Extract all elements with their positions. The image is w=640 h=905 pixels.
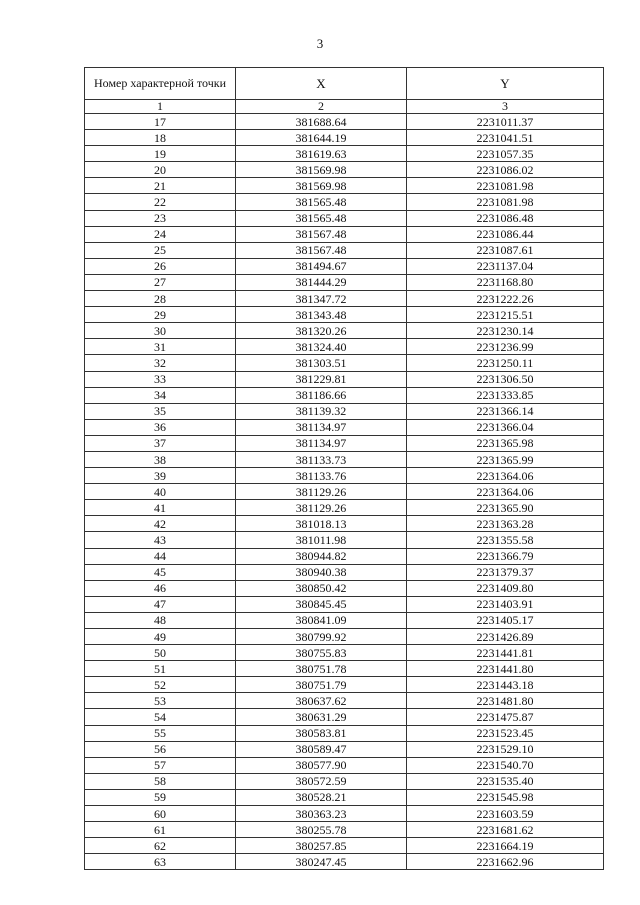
point-number-cell: 41 xyxy=(85,500,236,516)
table-row xyxy=(85,580,604,596)
table-row xyxy=(85,741,604,757)
table-row xyxy=(85,130,604,146)
table-row xyxy=(85,661,604,677)
x-coordinate-cell: 380751.78 xyxy=(236,661,407,677)
x-coordinate-cell: 381494.67 xyxy=(236,258,407,274)
y-coordinate-cell: 2231306.50 xyxy=(407,371,604,387)
y-coordinate-cell: 2231230.14 xyxy=(407,323,604,339)
y-coordinate-cell: 2231535.40 xyxy=(407,773,604,789)
table-row xyxy=(85,242,604,258)
table-row xyxy=(85,451,604,467)
table-row xyxy=(85,516,604,532)
y-coordinate-cell: 2231250.11 xyxy=(407,355,604,371)
table-row xyxy=(85,339,604,355)
header-y: Y xyxy=(407,68,604,100)
point-number-cell: 20 xyxy=(85,162,236,178)
y-coordinate-cell: 2231529.10 xyxy=(407,741,604,757)
table-body xyxy=(85,114,604,870)
header-point-number: Номер характерной точки xyxy=(85,68,236,100)
x-coordinate-cell: 381324.40 xyxy=(236,339,407,355)
point-number-cell: 49 xyxy=(85,629,236,645)
x-coordinate-cell: 380845.45 xyxy=(236,596,407,612)
x-coordinate-cell: 380572.59 xyxy=(236,773,407,789)
y-coordinate-cell: 2231523.45 xyxy=(407,725,604,741)
x-coordinate-cell: 381567.48 xyxy=(236,242,407,258)
x-coordinate-cell: 380799.92 xyxy=(236,629,407,645)
point-number-cell: 61 xyxy=(85,822,236,838)
x-coordinate-cell: 381134.97 xyxy=(236,419,407,435)
table-row xyxy=(85,854,604,870)
x-coordinate-cell: 380850.42 xyxy=(236,580,407,596)
x-coordinate-cell: 381129.26 xyxy=(236,500,407,516)
table-row xyxy=(85,274,604,290)
point-number-cell: 28 xyxy=(85,291,236,307)
y-coordinate-cell: 2231545.98 xyxy=(407,789,604,805)
table-row xyxy=(85,403,604,419)
x-coordinate-cell: 381129.26 xyxy=(236,484,407,500)
coordinates-table xyxy=(84,67,604,870)
y-coordinate-cell: 2231664.19 xyxy=(407,838,604,854)
point-number-cell: 63 xyxy=(85,854,236,870)
table-row xyxy=(85,194,604,210)
x-coordinate-cell: 380637.62 xyxy=(236,693,407,709)
table-row xyxy=(85,371,604,387)
y-coordinate-cell: 2231603.59 xyxy=(407,806,604,822)
table-row xyxy=(85,532,604,548)
table-row xyxy=(85,291,604,307)
y-coordinate-cell: 2231236.99 xyxy=(407,339,604,355)
y-coordinate-cell: 2231409.80 xyxy=(407,580,604,596)
x-coordinate-cell: 380363.23 xyxy=(236,806,407,822)
table-row xyxy=(85,596,604,612)
point-number-cell: 25 xyxy=(85,242,236,258)
y-coordinate-cell: 2231365.98 xyxy=(407,435,604,451)
table-row xyxy=(85,323,604,339)
table-row xyxy=(85,468,604,484)
point-number-cell: 31 xyxy=(85,339,236,355)
x-coordinate-cell: 381133.73 xyxy=(236,451,407,467)
point-number-cell: 26 xyxy=(85,258,236,274)
y-coordinate-cell: 2231662.96 xyxy=(407,854,604,870)
x-coordinate-cell: 380631.29 xyxy=(236,709,407,725)
point-number-cell: 30 xyxy=(85,323,236,339)
table-row xyxy=(85,500,604,516)
point-number-cell: 45 xyxy=(85,564,236,580)
page-number: 3 xyxy=(316,36,324,51)
x-coordinate-cell: 380583.81 xyxy=(236,725,407,741)
y-coordinate-cell: 2231681.62 xyxy=(407,822,604,838)
point-number-cell: 37 xyxy=(85,435,236,451)
point-number-cell: 44 xyxy=(85,548,236,564)
y-coordinate-cell: 2231137.04 xyxy=(407,258,604,274)
y-coordinate-cell: 2231403.91 xyxy=(407,596,604,612)
x-coordinate-cell: 380755.83 xyxy=(236,645,407,661)
table-row xyxy=(85,258,604,274)
x-coordinate-cell: 381186.66 xyxy=(236,387,407,403)
point-number-cell: 51 xyxy=(85,661,236,677)
point-number-cell: 59 xyxy=(85,789,236,805)
column-number-1: 1 xyxy=(85,100,236,114)
x-coordinate-cell: 381619.63 xyxy=(236,146,407,162)
table-row xyxy=(85,677,604,693)
point-number-cell: 48 xyxy=(85,612,236,628)
point-number-cell: 22 xyxy=(85,194,236,210)
point-number-cell: 60 xyxy=(85,806,236,822)
x-coordinate-cell: 381320.26 xyxy=(236,323,407,339)
table-row xyxy=(85,419,604,435)
y-coordinate-cell: 2231379.37 xyxy=(407,564,604,580)
y-coordinate-cell: 2231441.81 xyxy=(407,645,604,661)
table-row xyxy=(85,210,604,226)
x-coordinate-cell: 380247.45 xyxy=(236,854,407,870)
table-row xyxy=(85,629,604,645)
y-coordinate-cell: 2231086.48 xyxy=(407,210,604,226)
table-row xyxy=(85,838,604,854)
x-coordinate-cell: 381444.29 xyxy=(236,274,407,290)
table-row xyxy=(85,693,604,709)
y-coordinate-cell: 2231168.80 xyxy=(407,274,604,290)
y-coordinate-cell: 2231540.70 xyxy=(407,757,604,773)
point-number-cell: 38 xyxy=(85,451,236,467)
y-coordinate-cell: 2231405.17 xyxy=(407,612,604,628)
point-number-cell: 24 xyxy=(85,226,236,242)
y-coordinate-cell: 2231041.51 xyxy=(407,130,604,146)
table-row xyxy=(85,548,604,564)
point-number-cell: 32 xyxy=(85,355,236,371)
y-coordinate-cell: 2231081.98 xyxy=(407,178,604,194)
column-number-2: 2 xyxy=(236,100,407,114)
point-number-cell: 40 xyxy=(85,484,236,500)
point-number-cell: 33 xyxy=(85,371,236,387)
column-number-3: 3 xyxy=(407,100,604,114)
x-coordinate-cell: 380589.47 xyxy=(236,741,407,757)
table-row xyxy=(85,435,604,451)
y-coordinate-cell: 2231222.26 xyxy=(407,291,604,307)
x-coordinate-cell: 380257.85 xyxy=(236,838,407,854)
x-coordinate-cell: 381569.98 xyxy=(236,162,407,178)
table-row xyxy=(85,307,604,323)
y-coordinate-cell: 2231443.18 xyxy=(407,677,604,693)
table-header-row xyxy=(85,68,604,100)
point-number-cell: 27 xyxy=(85,274,236,290)
point-number-cell: 57 xyxy=(85,757,236,773)
table-row xyxy=(85,645,604,661)
y-coordinate-cell: 2231081.98 xyxy=(407,194,604,210)
table-row xyxy=(85,146,604,162)
header-x: X xyxy=(236,68,407,100)
column-number-row xyxy=(85,100,604,114)
x-coordinate-cell: 380841.09 xyxy=(236,612,407,628)
y-coordinate-cell: 2231366.14 xyxy=(407,403,604,419)
point-number-cell: 56 xyxy=(85,741,236,757)
table-row xyxy=(85,162,604,178)
y-coordinate-cell: 2231011.37 xyxy=(407,114,604,130)
y-coordinate-cell: 2231365.90 xyxy=(407,500,604,516)
point-number-cell: 47 xyxy=(85,596,236,612)
table-row xyxy=(85,789,604,805)
point-number-cell: 53 xyxy=(85,693,236,709)
y-coordinate-cell: 2231363.28 xyxy=(407,516,604,532)
x-coordinate-cell: 381565.48 xyxy=(236,194,407,210)
x-coordinate-cell: 381347.72 xyxy=(236,291,407,307)
table-row xyxy=(85,757,604,773)
point-number-cell: 58 xyxy=(85,773,236,789)
point-number-cell: 43 xyxy=(85,532,236,548)
x-coordinate-cell: 380528.21 xyxy=(236,789,407,805)
point-number-cell: 18 xyxy=(85,130,236,146)
x-coordinate-cell: 381229.81 xyxy=(236,371,407,387)
point-number-cell: 21 xyxy=(85,178,236,194)
y-coordinate-cell: 2231481.80 xyxy=(407,693,604,709)
table-row xyxy=(85,822,604,838)
y-coordinate-cell: 2231057.35 xyxy=(407,146,604,162)
y-coordinate-cell: 2231086.02 xyxy=(407,162,604,178)
point-number-cell: 23 xyxy=(85,210,236,226)
table-row xyxy=(85,806,604,822)
point-number-cell: 52 xyxy=(85,677,236,693)
x-coordinate-cell: 381133.76 xyxy=(236,468,407,484)
x-coordinate-cell: 381139.32 xyxy=(236,403,407,419)
y-coordinate-cell: 2231087.61 xyxy=(407,242,604,258)
y-coordinate-cell: 2231426.89 xyxy=(407,629,604,645)
y-coordinate-cell: 2231365.99 xyxy=(407,451,604,467)
x-coordinate-cell: 380255.78 xyxy=(236,822,407,838)
y-coordinate-cell: 2231366.79 xyxy=(407,548,604,564)
x-coordinate-cell: 381688.64 xyxy=(236,114,407,130)
point-number-cell: 35 xyxy=(85,403,236,419)
table-row xyxy=(85,387,604,403)
table-row xyxy=(85,355,604,371)
table-row xyxy=(85,709,604,725)
point-number-cell: 29 xyxy=(85,307,236,323)
x-coordinate-cell: 380577.90 xyxy=(236,757,407,773)
y-coordinate-cell: 2231475.87 xyxy=(407,709,604,725)
y-coordinate-cell: 2231086.44 xyxy=(407,226,604,242)
y-coordinate-cell: 2231355.58 xyxy=(407,532,604,548)
x-coordinate-cell: 381343.48 xyxy=(236,307,407,323)
x-coordinate-cell: 380944.82 xyxy=(236,548,407,564)
y-coordinate-cell: 2231364.06 xyxy=(407,484,604,500)
point-number-cell: 42 xyxy=(85,516,236,532)
x-coordinate-cell: 381134.97 xyxy=(236,435,407,451)
point-number-cell: 17 xyxy=(85,114,236,130)
point-number-cell: 36 xyxy=(85,419,236,435)
point-number-cell: 54 xyxy=(85,709,236,725)
y-coordinate-cell: 2231215.51 xyxy=(407,307,604,323)
x-coordinate-cell: 381569.98 xyxy=(236,178,407,194)
x-coordinate-cell: 381018.13 xyxy=(236,516,407,532)
x-coordinate-cell: 380751.79 xyxy=(236,677,407,693)
y-coordinate-cell: 2231333.85 xyxy=(407,387,604,403)
point-number-cell: 34 xyxy=(85,387,236,403)
table-row xyxy=(85,178,604,194)
x-coordinate-cell: 381011.98 xyxy=(236,532,407,548)
table-row xyxy=(85,612,604,628)
point-number-cell: 62 xyxy=(85,838,236,854)
y-coordinate-cell: 2231366.04 xyxy=(407,419,604,435)
x-coordinate-cell: 380940.38 xyxy=(236,564,407,580)
point-number-cell: 55 xyxy=(85,725,236,741)
x-coordinate-cell: 381644.19 xyxy=(236,130,407,146)
point-number-cell: 50 xyxy=(85,645,236,661)
table-row xyxy=(85,114,604,130)
y-coordinate-cell: 2231441.80 xyxy=(407,661,604,677)
table-row xyxy=(85,773,604,789)
table-row xyxy=(85,564,604,580)
point-number-cell: 46 xyxy=(85,580,236,596)
y-coordinate-cell: 2231364.06 xyxy=(407,468,604,484)
table-row xyxy=(85,725,604,741)
x-coordinate-cell: 381567.48 xyxy=(236,226,407,242)
x-coordinate-cell: 381303.51 xyxy=(236,355,407,371)
table-row xyxy=(85,484,604,500)
table-row xyxy=(85,226,604,242)
x-coordinate-cell: 381565.48 xyxy=(236,210,407,226)
point-number-cell: 19 xyxy=(85,146,236,162)
point-number-cell: 39 xyxy=(85,468,236,484)
